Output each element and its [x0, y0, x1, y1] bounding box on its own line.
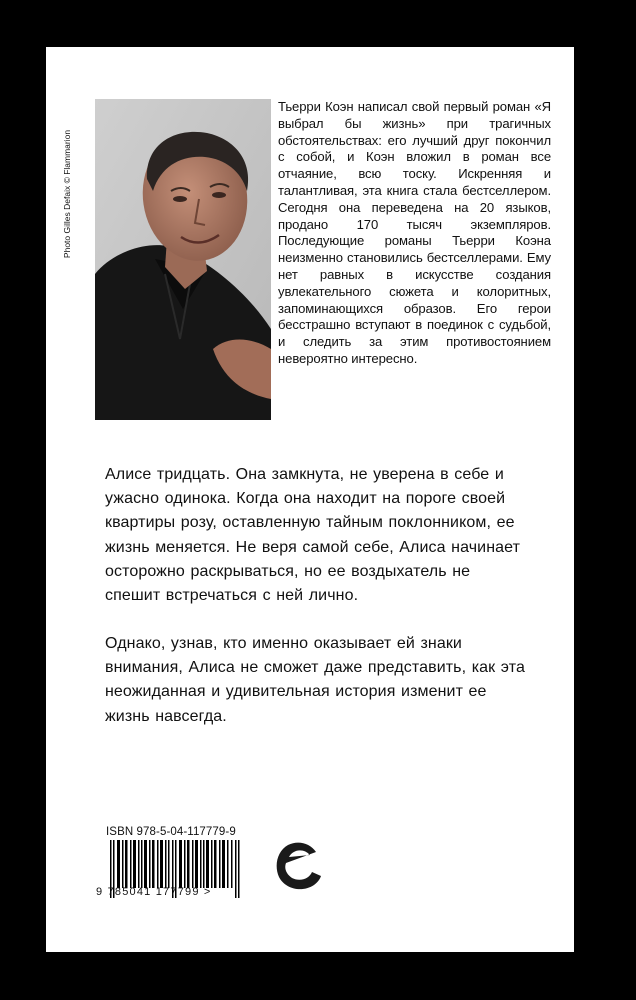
isbn-label: ISBN 978-5-04-117779-9 — [106, 826, 236, 838]
author-photo — [95, 99, 271, 420]
author-bio: Тьерри Коэн написал свой первый роман «Я выбрал бы жизнь» при трагичных обстоятельствах: его лучший друг покончил с собой, и Коэн вложил в роман все отчаяние, всю тоску. Искренняя и талантливая, эта книга стала бестселлером. Сегодня она переведена на 20 языков, продано 170 тысяч экземпляров. Последующие романы Тьерри Коэна неизменно становились бестселлерами. Ему нет равных в искусстве создания увлекательного сюжета и колоритных, запоминающихся образов. Его герои бесстрашно вступают в поединок с судьбой, и следить за этим противостоянием невероятно интересно. — [278, 99, 551, 366]
barcode-digits: 9 785041 177799 > — [96, 886, 212, 898]
blurb-paragraph-2: Однако, узнав, кто именно оказывает ей знаки внимания, Алиса не сможет даже представить, как эта неожиданная и удивительная история изменит ее жизнь навсегда. — [105, 635, 525, 725]
author-portrait-image — [95, 99, 271, 420]
eksmo-logo-icon — [272, 838, 324, 892]
blurb-paragraph-1: Алисе тридцать. Она замкнута, не уверена в себе и ужасно одинока. Когда она находит на пороге своей квартиры розу, оставленную тайным поклонником, ее жизнь меняется. Не веря самой себе, Алиса начинает осторожно раскрываться, но ее воздыхатель не спешит встречаться с ней лично. — [105, 466, 521, 605]
photo-credit — [56, 126, 78, 261]
photo-credit-text: Photo Gilles Defaix © Flammarion — [62, 129, 72, 258]
